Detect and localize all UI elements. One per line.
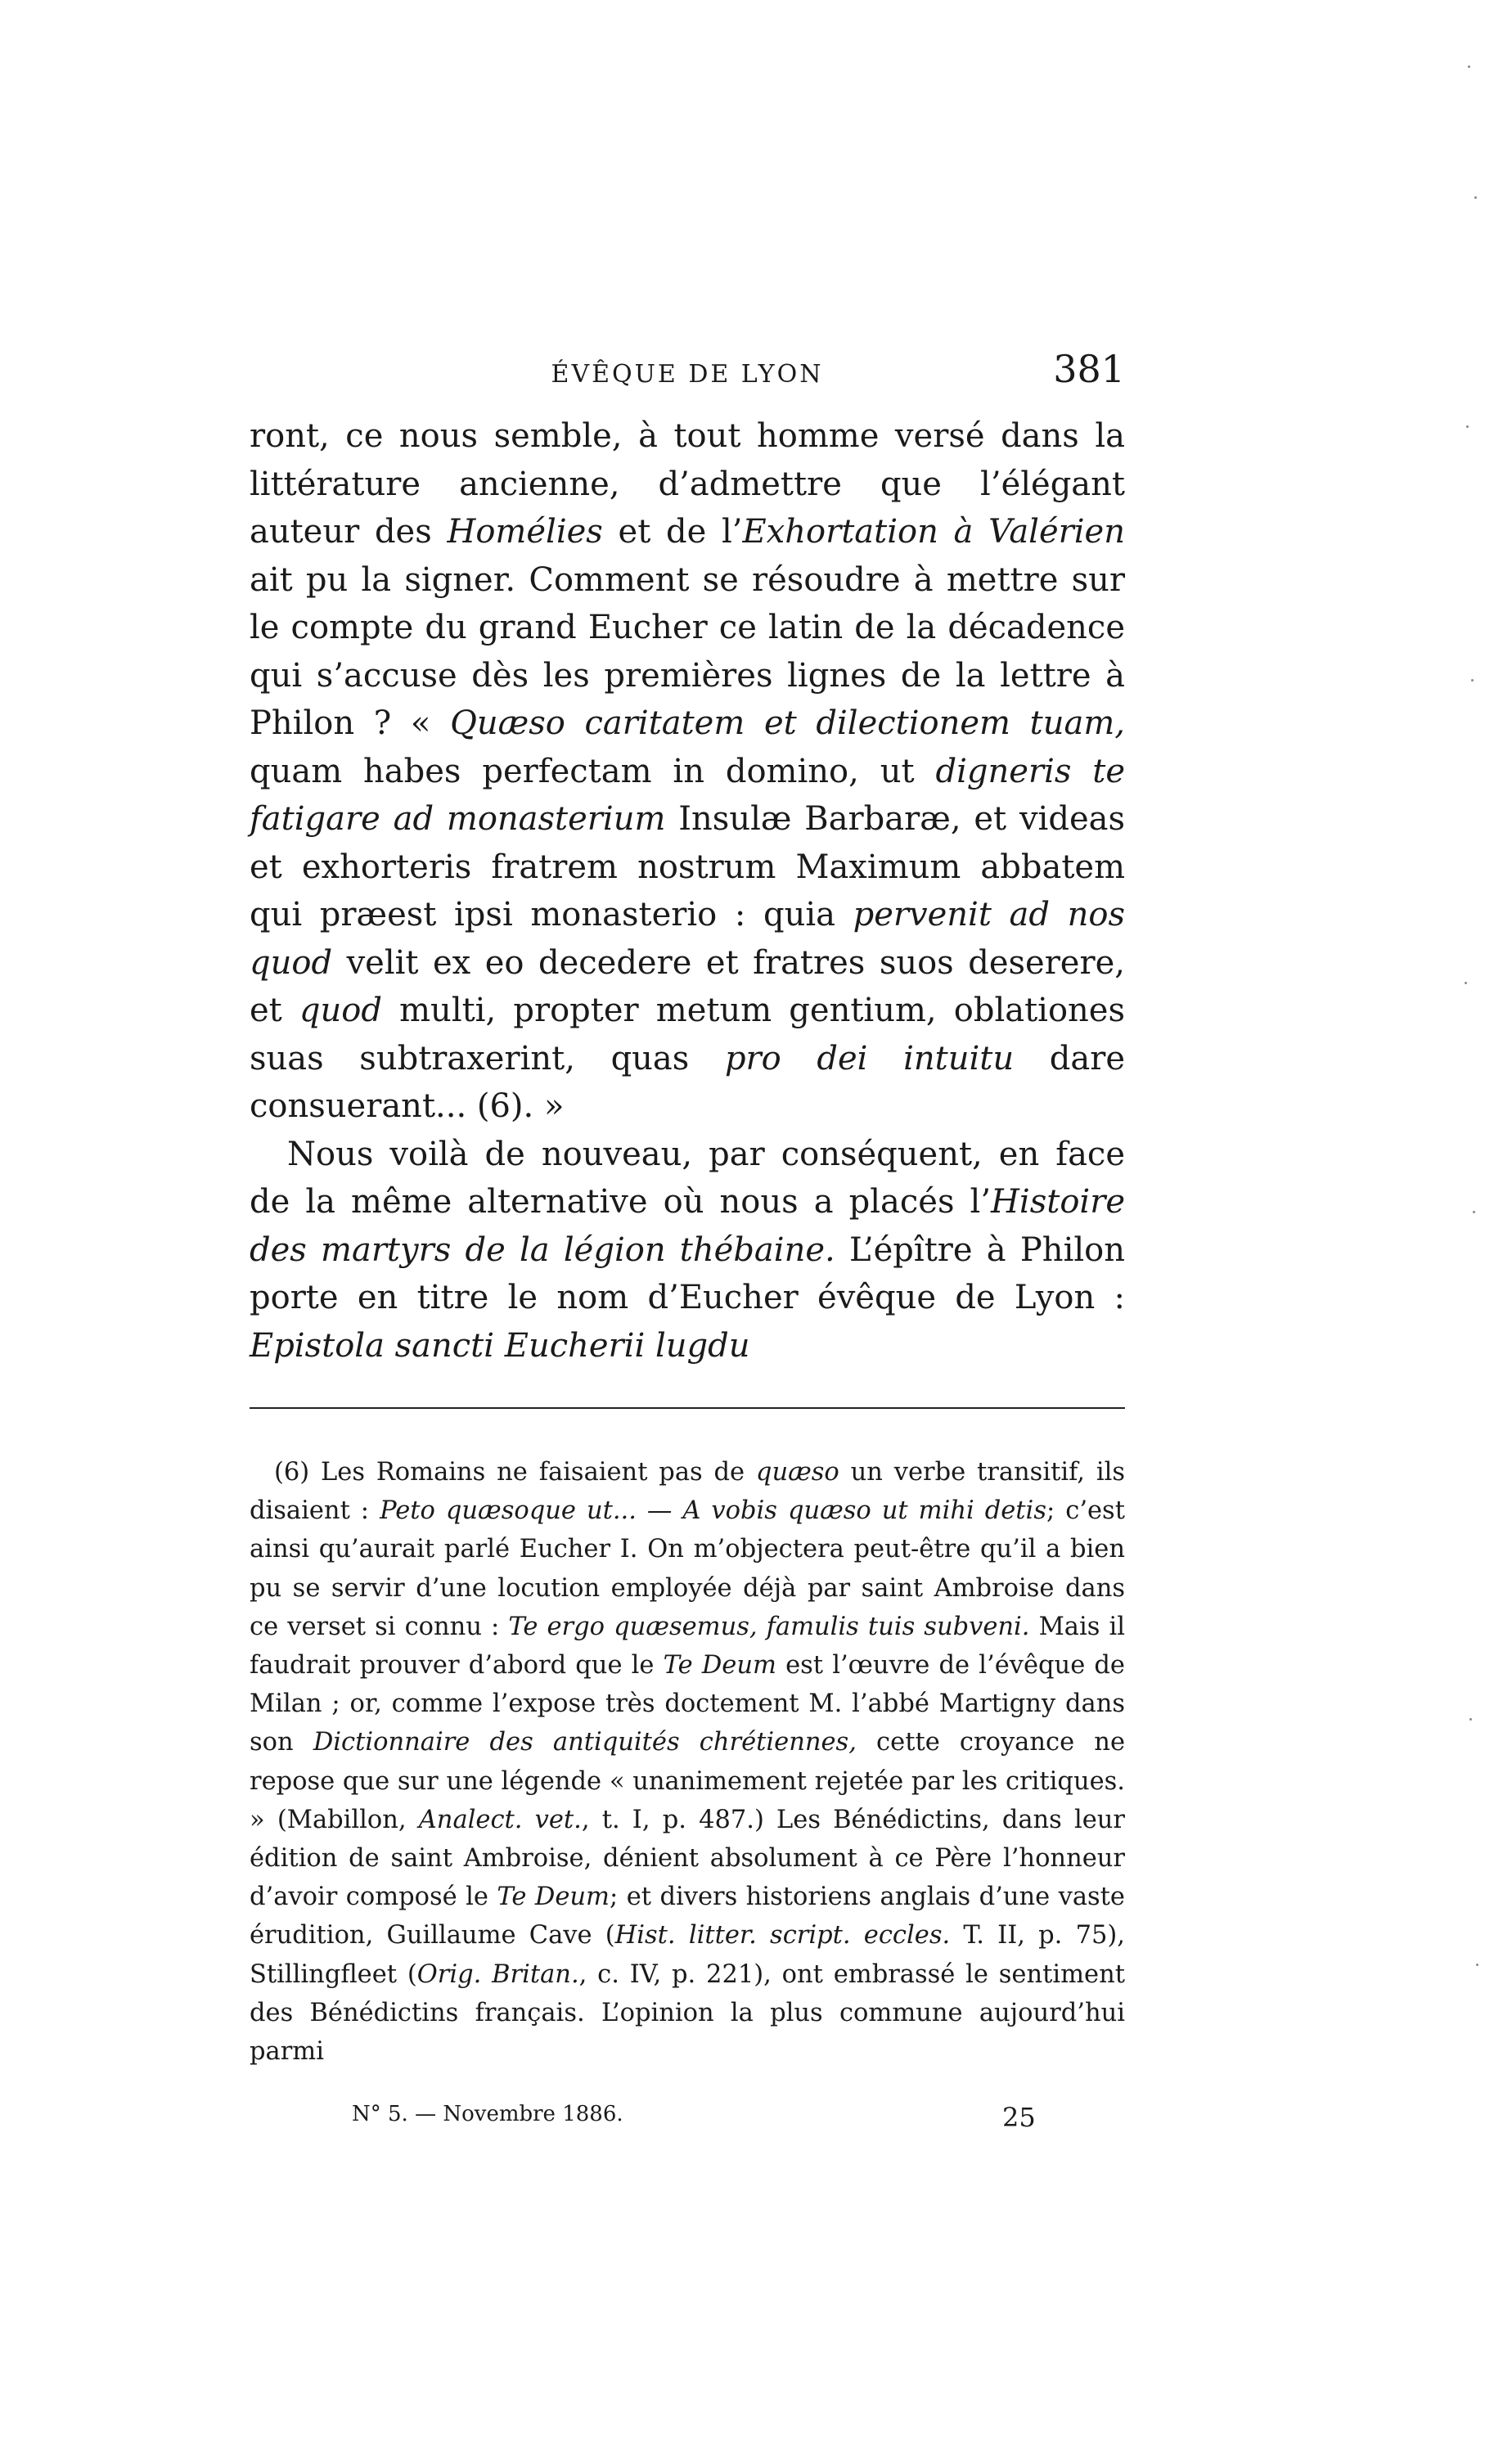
paragraph-1: ront, ce nous semble, à tout homme versé dans la littérature ancienne, d’admettre que l’élégant auteur des Homélies et de l’Exhortation à Valérien ait pu la signer. Comment se résoudre à mettre sur le compte du grand Eucher ce latin de la décadence qui s’accuse dès les premières lignes de la lettre à Philon ? « Quæso caritatem et dilectionem tuam, quam habes perfectam in domino, ut digneris te fatigare ad monasterium Insulæ Barbaræ, et videas et exhorteris fratrem nostrum Maximum abbatem qui præest ipsi monasterio : quia pervenit ad nos quod velit ex eo decedere et fratres suos deserere, et quod multi, propter metum gentium, oblationes suas subtraxerint, quas pro dei intuitu dare consuerant... (6). » <box>250 417 1126 1125</box>
footnote-rule <box>250 1407 1125 1409</box>
issue-label: N° 5. — Novembre 1886. <box>352 2102 623 2127</box>
signature-line <box>250 2102 1125 2138</box>
page <box>250 344 1125 2138</box>
page-number: 381 <box>1053 347 1125 391</box>
running-head <box>250 344 1125 409</box>
body-text <box>250 412 1125 1370</box>
footnote-6: (6) Les Romains ne faisaient pas de quæso un verbe transitif, ils disaient : Peto quæsoque ut... — A vobis quæso ut mihi detis; c’est ainsi qu’aurait parlé Eucher I. On m’objectera peut-être qu’il a bien pu se servir d’une locution employée déjà par saint Ambroise dans ce verset si connu : Te ergo quæsemus, famulis tuis subveni. Mais il faudrait prouver d’abord que le Te Deum est l’œuvre de l’évêque de Milan ; or, comme l’expose très doctement M. l’abbé Martigny dans son Dictionnaire des antiquités chrétiennes, cette croyance ne repose que sur une légende « unanimement rejetée par les critiques. » (Mabillon, Analect. vet., t. I, p. 487.) Les Bénédictins, dans leur édition de saint Ambroise, dénient absolument à ce Père l’honneur d’avoir composé le Te Deum; et divers historiens anglais d’une vaste érudition, Guillaume Cave (Hist. litter. script. eccles. T. II, p. 75), Stillingfleet (Orig. Britan., c. IV, p. 221), ont embrassé le sentiment des Bénédictins français. L’opinion la plus commune aujourd’hui parmi <box>250 1458 1126 2067</box>
running-title: ÉVÊQUE DE LYON <box>551 360 824 389</box>
signature-mark: 25 <box>1002 2102 1036 2134</box>
paragraph-2: Nous voilà de nouveau, par conséquent, en face de la même alternative où nous a placés l’Histoire des martyrs de la légion thébaine. L’épître à Philon porte en titre le nom d’Eucher évêque de Lyon : Epistola sancti Eucherii lugdu <box>250 1135 1125 1365</box>
page-edge-specks <box>1463 0 1496 2443</box>
